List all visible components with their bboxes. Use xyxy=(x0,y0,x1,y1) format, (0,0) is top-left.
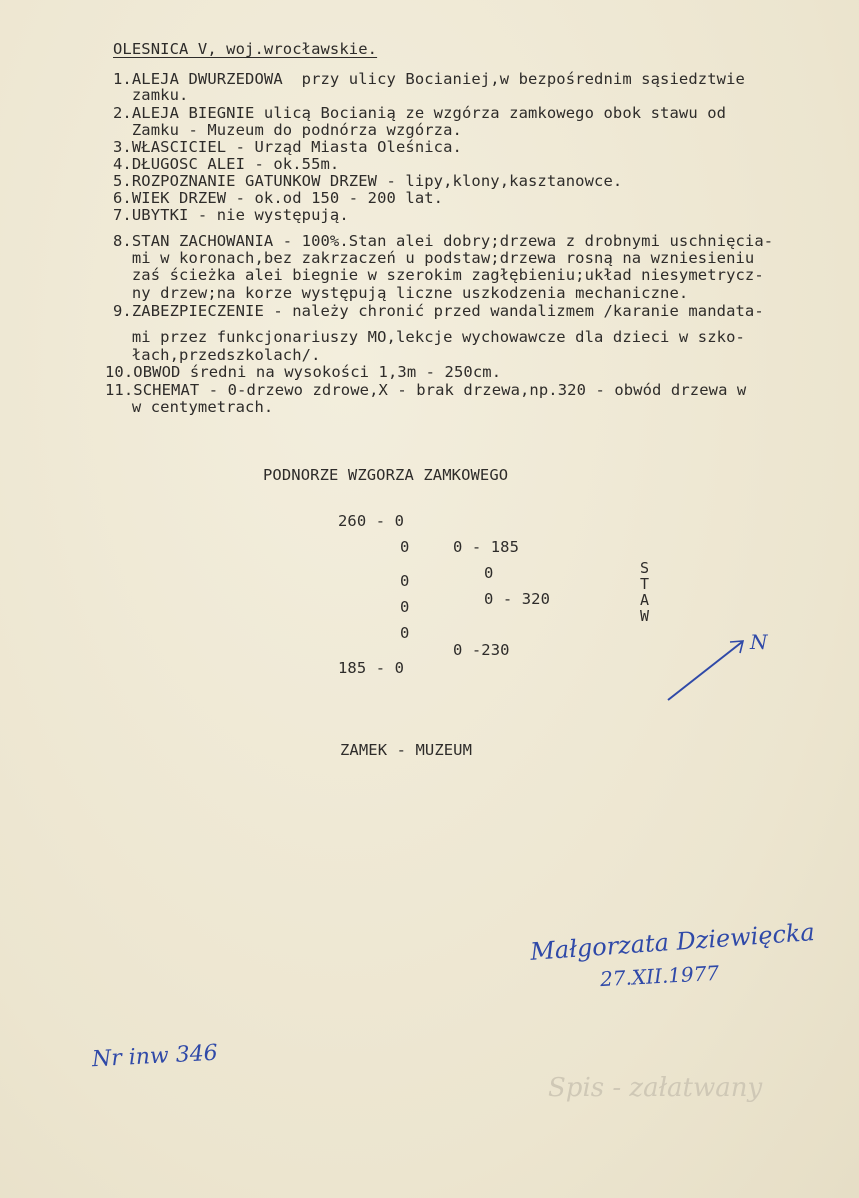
signature-name: Małgorzata Dziewięcka xyxy=(529,918,816,966)
schema-right-tree: 0 -230 xyxy=(453,641,510,659)
schema-right-tree: 0 - 320 xyxy=(484,590,551,608)
staw-letter: A xyxy=(640,591,650,609)
text-line: 6.WIEK DRZEW - ok.od 150 - 200 lat. xyxy=(113,189,444,207)
text-line: Zamku - Muzeum do podnórza wzgórza. xyxy=(113,121,462,139)
north-label: N xyxy=(750,630,768,654)
staw-letter: S xyxy=(640,559,650,577)
schema-left-tree: 0 xyxy=(400,624,410,642)
schema-top-label: PODNORZE WZGORZA ZAMKOWEGO xyxy=(263,466,509,484)
text-line: 11.SCHEMAT - 0-drzewo zdrowe,X - brak drzewa,np.320 - obwód drzewa w xyxy=(105,381,747,399)
text-line: zamku. xyxy=(113,86,189,104)
staw-letter: T xyxy=(640,575,650,593)
text-line: 8.STAN ZACHOWANIA - 100%.Stan alei dobry;drzewa z drobnymi uschnięcia- xyxy=(113,232,774,250)
schema-left-tree: 185 - 0 xyxy=(338,659,405,677)
schema-staw-label xyxy=(640,560,649,624)
text-line: 5.ROZPOZNANIE GATUNKOW DRZEW - lipy,klony,kasztanowce. xyxy=(113,172,623,190)
text-line: 4.DŁUGOSC ALEI - ok.55m. xyxy=(113,155,340,173)
text-line: mi w koronach,bez zakrzaczeń u podstaw;drzewa rosną na wzniesieniu xyxy=(113,249,755,267)
text-line: ny drzew;na korze występują liczne uszkodzenia mechaniczne. xyxy=(113,284,689,302)
inventory-number: Nr inw 346 xyxy=(91,1040,219,1073)
pencil-note: Spis - załatwany xyxy=(548,1073,763,1103)
text-line: 1.ALEJA DWURZEDOWA przy ulicy Bocianiej,w bezpośrednim sąsiedztwie xyxy=(113,70,745,88)
document-heading: OLESNICA V, woj.wrocławskie. xyxy=(113,40,378,58)
text-line: 10.OBWOD średni na wysokości 1,3m - 250cm. xyxy=(105,363,502,381)
schema-left-tree: 0 xyxy=(400,572,410,590)
schema-left-tree: 260 - 0 xyxy=(338,512,405,530)
text-line: 2.ALEJA BIEGNIE ulicą Bocianią ze wzgórza zamkowego obok stawu od xyxy=(113,104,727,122)
schema-right-tree: 0 - 185 xyxy=(453,538,520,556)
text-line: 9.ZABEZPIECZENIE - należy chronić przed wandalizmem /karanie mandata- xyxy=(113,302,764,320)
text-line: zaś ścieżka alei biegnie w szerokim zagłębieniu;układ niesymetrycz- xyxy=(113,266,764,284)
schema-bottom-label: ZAMEK - MUZEUM xyxy=(340,741,473,759)
schema-left-tree: 0 xyxy=(400,598,410,616)
text-line: w centymetrach. xyxy=(113,398,274,416)
schema-left-tree: 0 xyxy=(400,538,410,556)
text-line: 7.UBYTKI - nie występują. xyxy=(113,206,349,224)
text-line: 3.WŁASCICIEL - Urząd Miasta Oleśnica. xyxy=(113,138,462,156)
staw-letter: W xyxy=(640,607,650,625)
signature-date: 27.XII.1977 xyxy=(599,960,720,992)
schema-right-tree: 0 xyxy=(484,564,494,582)
text-line: łach,przedszkolach/. xyxy=(113,346,321,364)
text-line: mi przez funkcjonariuszy MO,lekcje wychowawcze dla dzieci w szko- xyxy=(113,328,745,346)
